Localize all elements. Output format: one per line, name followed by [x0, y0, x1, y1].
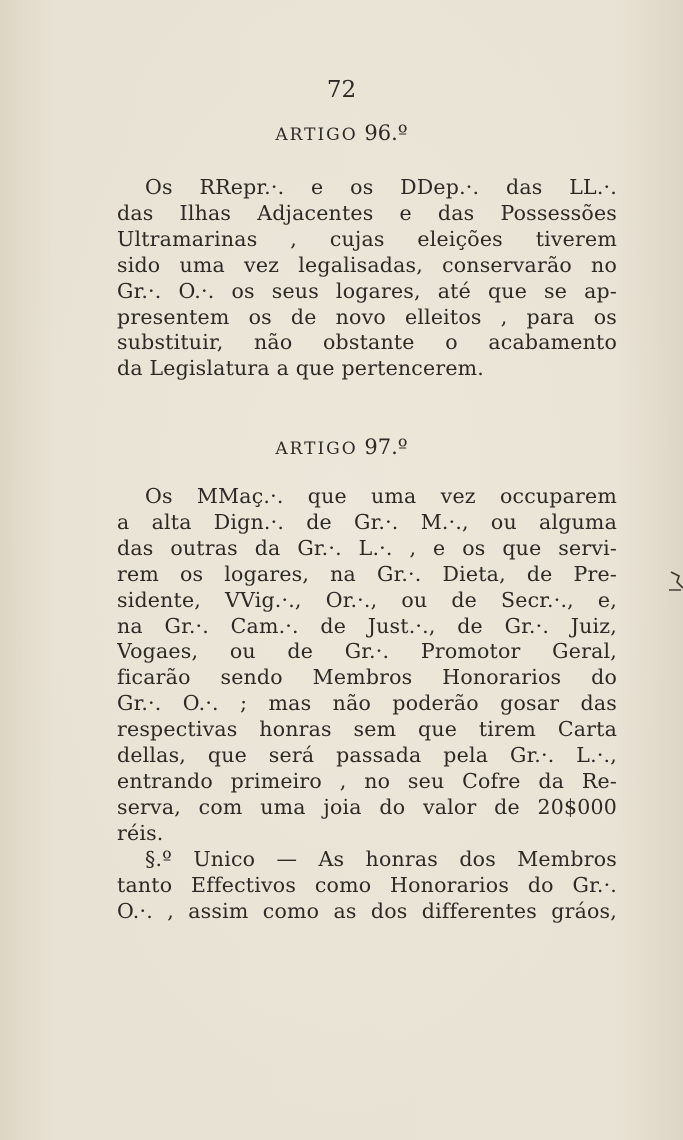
article-97-line: tanto Effectivos como Honorarios do Gr.·. [117, 872, 617, 897]
article-97-line: rem os logares, na Gr.·. Dieta, de Pre- [117, 561, 617, 586]
article-97-number: 97.º [364, 435, 408, 459]
article-97-line: réis. [117, 820, 164, 845]
article-97-label: ARTIGO [275, 439, 358, 459]
article-97-line: a alta Dign.·. de Gr.·. M.·., ou alguma [117, 509, 617, 534]
article-97-line: serva, com uma joia do valor de 20$000 [117, 794, 617, 819]
article-96-line: Ultramarinas , cujas eleições tiverem [117, 226, 617, 251]
page-number: 72 [326, 77, 357, 103]
article-97-line: ficarão sendo Membros Honorarios do [117, 665, 617, 690]
article-97-line: entrando primeiro , no seu Cofre da Re- [117, 768, 617, 793]
article-97-line: Os MMaç.·. que uma vez occuparem [145, 484, 617, 508]
article-97-line: na Gr.·. Cam.·. de Just.·., de Gr.·. Juiz, [117, 613, 617, 638]
article-96-line: Os RRepr.·. e os DDep.·. das LL.·. [145, 175, 617, 199]
article-97-line: sidente, VVig.·., Or.·., ou de Secr.·., e, [117, 587, 617, 612]
article-96-text [117, 175, 617, 382]
article-97-line: Vogaes, ou de Gr.·. Promotor Geral, [117, 639, 617, 664]
article-97-line: das outras da Gr.·. L.·. , e os que servi- [117, 535, 617, 560]
article-96-line: das Ilhas Adjacentes e das Possessões [117, 200, 617, 225]
paragraph-unico-line: §.º Unico — As honras dos Membros [145, 846, 617, 871]
article-97-line: dellas, que será passada pela Gr.·. L.·., [117, 743, 617, 768]
article-97-line: respectivas honras sem que tirem Carta [117, 717, 617, 742]
article-96-label: ARTIGO [275, 125, 358, 145]
article-96-line: da Legislatura a que pertencerem. [117, 356, 485, 381]
article-96-line: presentem os de novo elleitos , para os [117, 304, 617, 329]
article-97-line: Gr.·. O.·. ; mas não poderão gosar das [117, 691, 617, 716]
article-96-number: 96.º [364, 121, 408, 145]
article-96-line: substituir, não obstante o acabamento [117, 330, 617, 355]
article-96-line: Gr.·. O.·. os seus logares, até que se ap- [117, 278, 617, 303]
margin-mark-icon [669, 568, 683, 602]
article-97-text [117, 484, 617, 924]
article-97-line: O.·. , assim como as dos differentes gráos, [117, 898, 617, 923]
article-96-heading [0, 120, 683, 148]
article-96-line: sido uma vez legalisadas, conservarão no [117, 252, 617, 277]
article-97-heading [0, 434, 683, 462]
